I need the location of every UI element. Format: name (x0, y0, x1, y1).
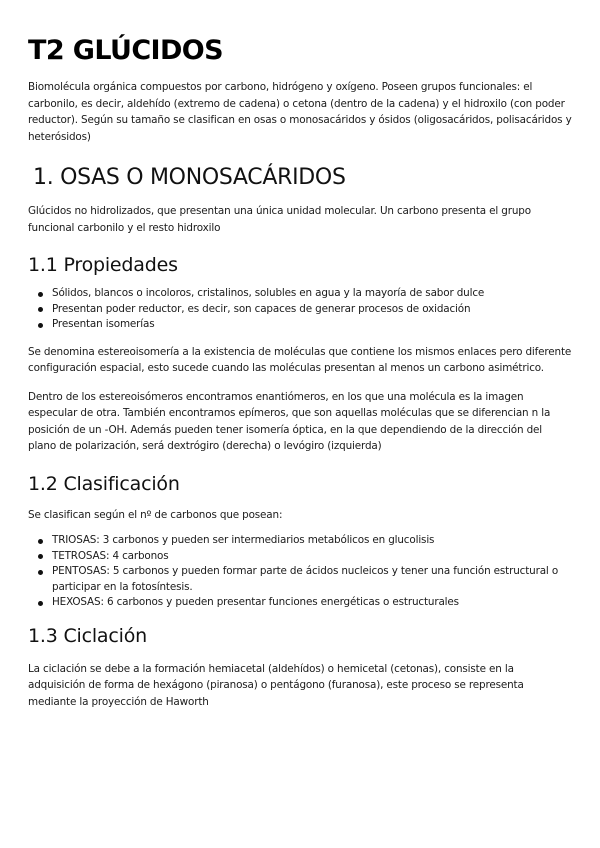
estereoisomeros-paragraph: Dentro de los estereoisómeros encontramos enantiómeros, en los que una molécula es la imagen especular de otra. También encontramos epímeros, que son aquellas moléculas que se diferencian n la posición de un -OH. Además pueden tener isomería óptica, en la que dependiendo de la dirección del plano de polarización, será dextrógiro (derecha) o levógiro (izquierda) (28, 390, 551, 452)
propiedades-heading: 1.1 Propiedades (28, 254, 178, 276)
ciclacion-paragraph: La ciclación se debe a la formación hemiacetal (aldehídos) o hemicetal (cetonas), consiste en la adquisición de forma de hexágono (piranosa) o pentágono (furanosa), este proceso se representa mediante la proyección de Haworth (28, 662, 524, 708)
list-item: TETROSAS: 4 carbonos (52, 549, 572, 565)
list-item: Presentan isomerías (52, 317, 572, 333)
section-1-heading: 1. OSAS O MONOSACÁRIDOS (33, 165, 346, 190)
intro-paragraph: Biomolécula orgánica compuestos por carbono, hidrógeno y oxígeno. Poseen grupos funcionales: el carbonilo, es decir, aldehído (extremo de cadena) o cetona (dentro de la cadena) y el hidroxilo (con poder reductor). Según su tamaño se clasifican en osas o monosacáridos y ósidos (oligosacáridos, polisacáridos y heterósidos) (28, 81, 572, 143)
list-item: Presentan poder reductor, es decir, son capaces de generar procesos de oxidación (52, 302, 572, 318)
clasificacion-intro: Se clasifican según el nº de carbonos que posean: (28, 508, 283, 521)
list-item: HEXOSAS: 6 carbonos y pueden presentar funciones energéticas o estructurales (52, 595, 572, 611)
clasificacion-list (28, 533, 572, 611)
clasificacion-heading: 1.2 Clasificación (28, 472, 180, 495)
estereoisomeria-paragraph: Se denomina estereoisomería a la existencia de moléculas que contiene los mismos enlaces pero diferente configuración espacial, esto sucede cuando las moléculas presentan al menos un carbono asimétrico. (28, 345, 572, 374)
list-item: PENTOSAS: 5 carbonos y pueden formar parte de ácidos nucleicos y tener una función estructural o participar en la fotosíntesis. (52, 564, 572, 595)
list-item: TRIOSAS: 3 carbonos y pueden ser intermediarios metabólicos en glucolisis (52, 533, 572, 549)
list-item: Sólidos, blancos o incoloros, cristalinos, solubles en agua y la mayoría de sabor dulce (52, 286, 572, 302)
propiedades-list (28, 286, 572, 333)
section-1-paragraph: Glúcidos no hidrolizados, que presentan una única unidad molecular. Un carbono presenta el grupo funcional carbonilo y el resto hidroxilo (28, 205, 531, 234)
ciclacion-heading: 1.3 Ciclación (28, 624, 147, 647)
document-title: T2 GLÚCIDOS (28, 35, 224, 66)
